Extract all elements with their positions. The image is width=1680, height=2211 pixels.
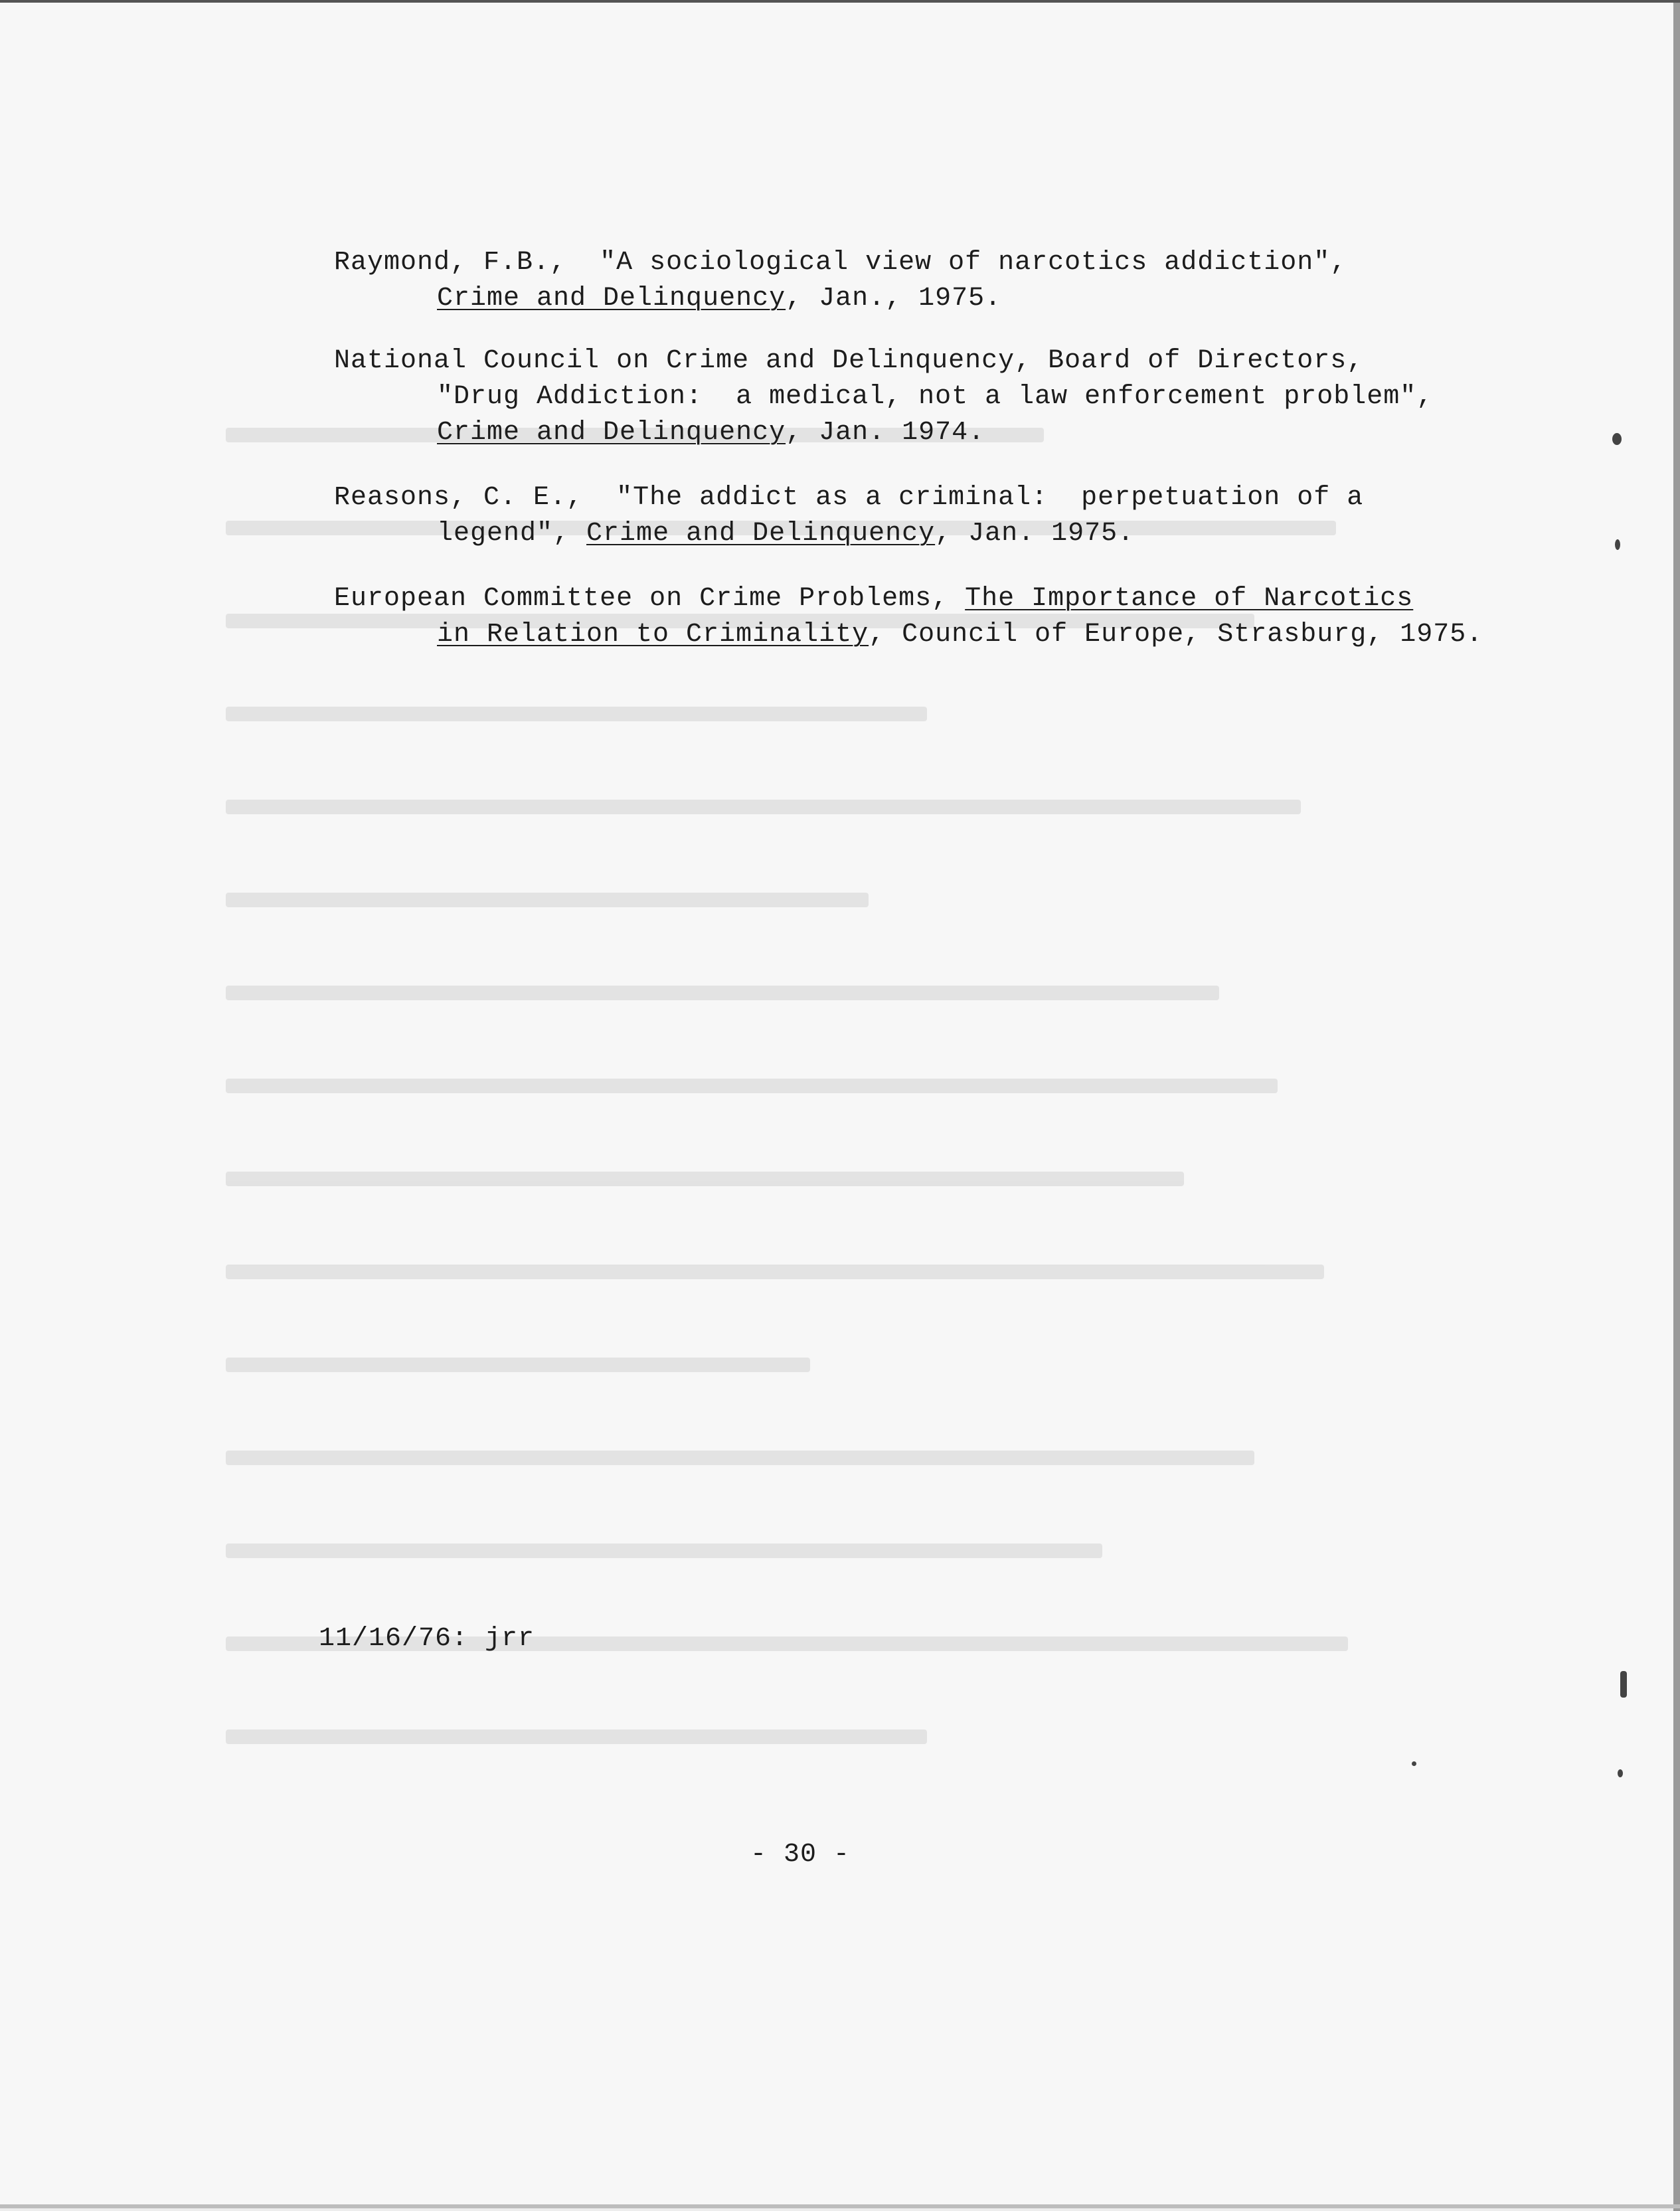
scan-speck <box>1412 1761 1416 1766</box>
citation-text: legend", <box>437 519 587 549</box>
reference-national-council <box>334 343 1433 451</box>
underlined-title: in Relation to Criminality <box>437 620 869 650</box>
page-number: - 30 - <box>750 1840 851 1870</box>
citation-text: European Committee on Crime Problems, <box>334 584 966 614</box>
reference-line <box>334 343 1433 379</box>
citation-text: , Council of Europe, Strasburg, 1975. <box>869 620 1483 650</box>
scan-speck <box>1615 539 1620 550</box>
scan-speck <box>1612 433 1622 445</box>
reference-line <box>334 516 1363 552</box>
underlined-title: The Importance of Narcotics <box>965 584 1414 614</box>
reference-line <box>334 581 1483 617</box>
reference-line <box>334 480 1363 516</box>
reference-line <box>334 245 1347 281</box>
reference-line <box>334 379 1433 415</box>
reference-raymond <box>334 245 1347 317</box>
page-bottom-edge <box>0 2204 1680 2208</box>
scan-speck <box>1618 1769 1623 1777</box>
typist-initials: 11/16/76: jrr <box>319 1624 535 1654</box>
citation-text: Raymond, F.B., "A sociological view of narcotics addiction", <box>334 248 1347 278</box>
underlined-title: Crime and Delinquency <box>586 519 936 549</box>
citation-text: National Council on Crime and Delinquency, Board of Directors, <box>334 346 1364 376</box>
reference-european-committee <box>334 581 1483 653</box>
reference-line <box>334 281 1347 317</box>
page-edge-shadow <box>1673 3 1680 2211</box>
citation-text: "Drug Addiction: a medical, not a law enforcement problem", <box>437 382 1434 412</box>
reference-line <box>334 415 1433 451</box>
reference-line <box>334 617 1483 653</box>
underlined-title: Crime and Delinquency <box>437 284 786 313</box>
reference-reasons <box>334 480 1363 552</box>
citation-text: , Jan., 1975. <box>786 284 1002 313</box>
citation-text: Reasons, C. E., "The addict as a criminal: perpetuation of a <box>334 483 1364 513</box>
underlined-title: Crime and Delinquency <box>437 418 786 448</box>
citation-text: , Jan. 1974. <box>786 418 985 448</box>
scan-speck <box>1620 1671 1627 1698</box>
citation-text: , Jan. 1975. <box>935 519 1135 549</box>
